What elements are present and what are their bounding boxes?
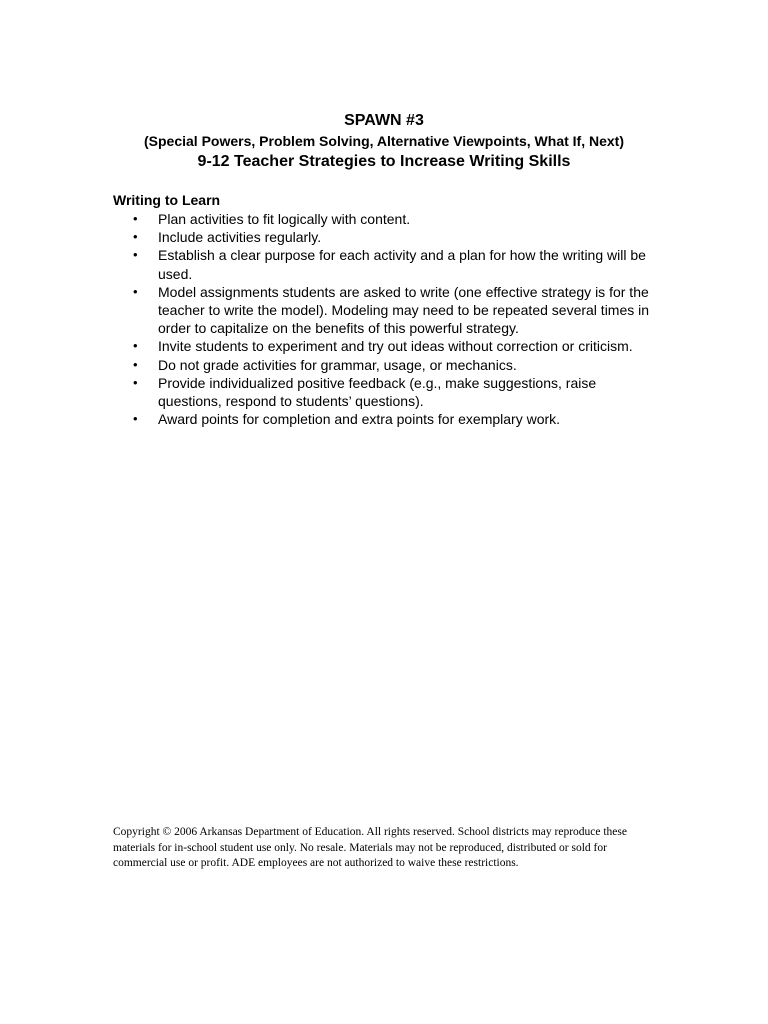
list-item-text: Model assignments students are asked to write (one effective strategy is for the teacher to write the model). Modeling may need to be repeated several times in order to capitalize on the benefits of this powerful strategy. <box>158 283 650 337</box>
list-item <box>113 283 658 338</box>
list-item <box>113 337 658 355</box>
document-heading: 9-12 Teacher Strategies to Increase Writing Skills <box>197 153 571 170</box>
bullet-icon: • <box>133 411 138 427</box>
bullet-icon: • <box>133 247 138 263</box>
document-title: SPAWN #3 <box>344 112 424 129</box>
list-item-text: Invite students to experiment and try out ideas without correction or criticism. <box>158 338 633 355</box>
list-item <box>113 410 658 428</box>
bullet-icon: • <box>133 374 138 390</box>
list-item <box>113 228 658 246</box>
list-item <box>113 246 658 282</box>
bullet-icon: • <box>133 211 138 226</box>
bullet-icon: • <box>133 229 138 245</box>
list-item <box>113 374 658 410</box>
list-item-text: Establish a clear purpose for each activity and a plan for how the writing will be used. <box>158 247 646 282</box>
writing-to-learn-section <box>113 191 658 428</box>
list-item <box>113 356 658 374</box>
document-header <box>0 110 768 173</box>
section-title: Writing to Learn <box>113 192 221 208</box>
list-item-text: Include activities regularly. <box>158 229 322 246</box>
strategy-list <box>113 210 658 428</box>
list-item-text: Award points for completion and extra points for exemplary work. <box>158 411 561 428</box>
bullet-icon: • <box>133 283 138 299</box>
list-item-text: Provide individualized positive feedback (e.g., make suggestions, raise questions, respond to students’ questions). <box>158 374 597 410</box>
document-subtitle: (Special Powers, Problem Solving, Alternative Viewpoints, What If, Next) <box>144 133 624 149</box>
copyright-notice: Copyright © 2006 Arkansas Department of Education. All rights reserved. School districts may reproduce these materials for in-school student use only. No resale. Materials may not be reproduced, distributed or sold for commercial use or profit. ADE employees are not authorized to waive these restrictions. <box>113 826 627 870</box>
bullet-icon: • <box>133 356 138 372</box>
list-item-text: Do not grade activities for grammar, usage, or mechanics. <box>158 356 517 373</box>
list-item <box>113 210 658 228</box>
bullet-icon: • <box>133 338 138 354</box>
list-item-text: Plan activities to fit logically with content. <box>158 211 411 227</box>
